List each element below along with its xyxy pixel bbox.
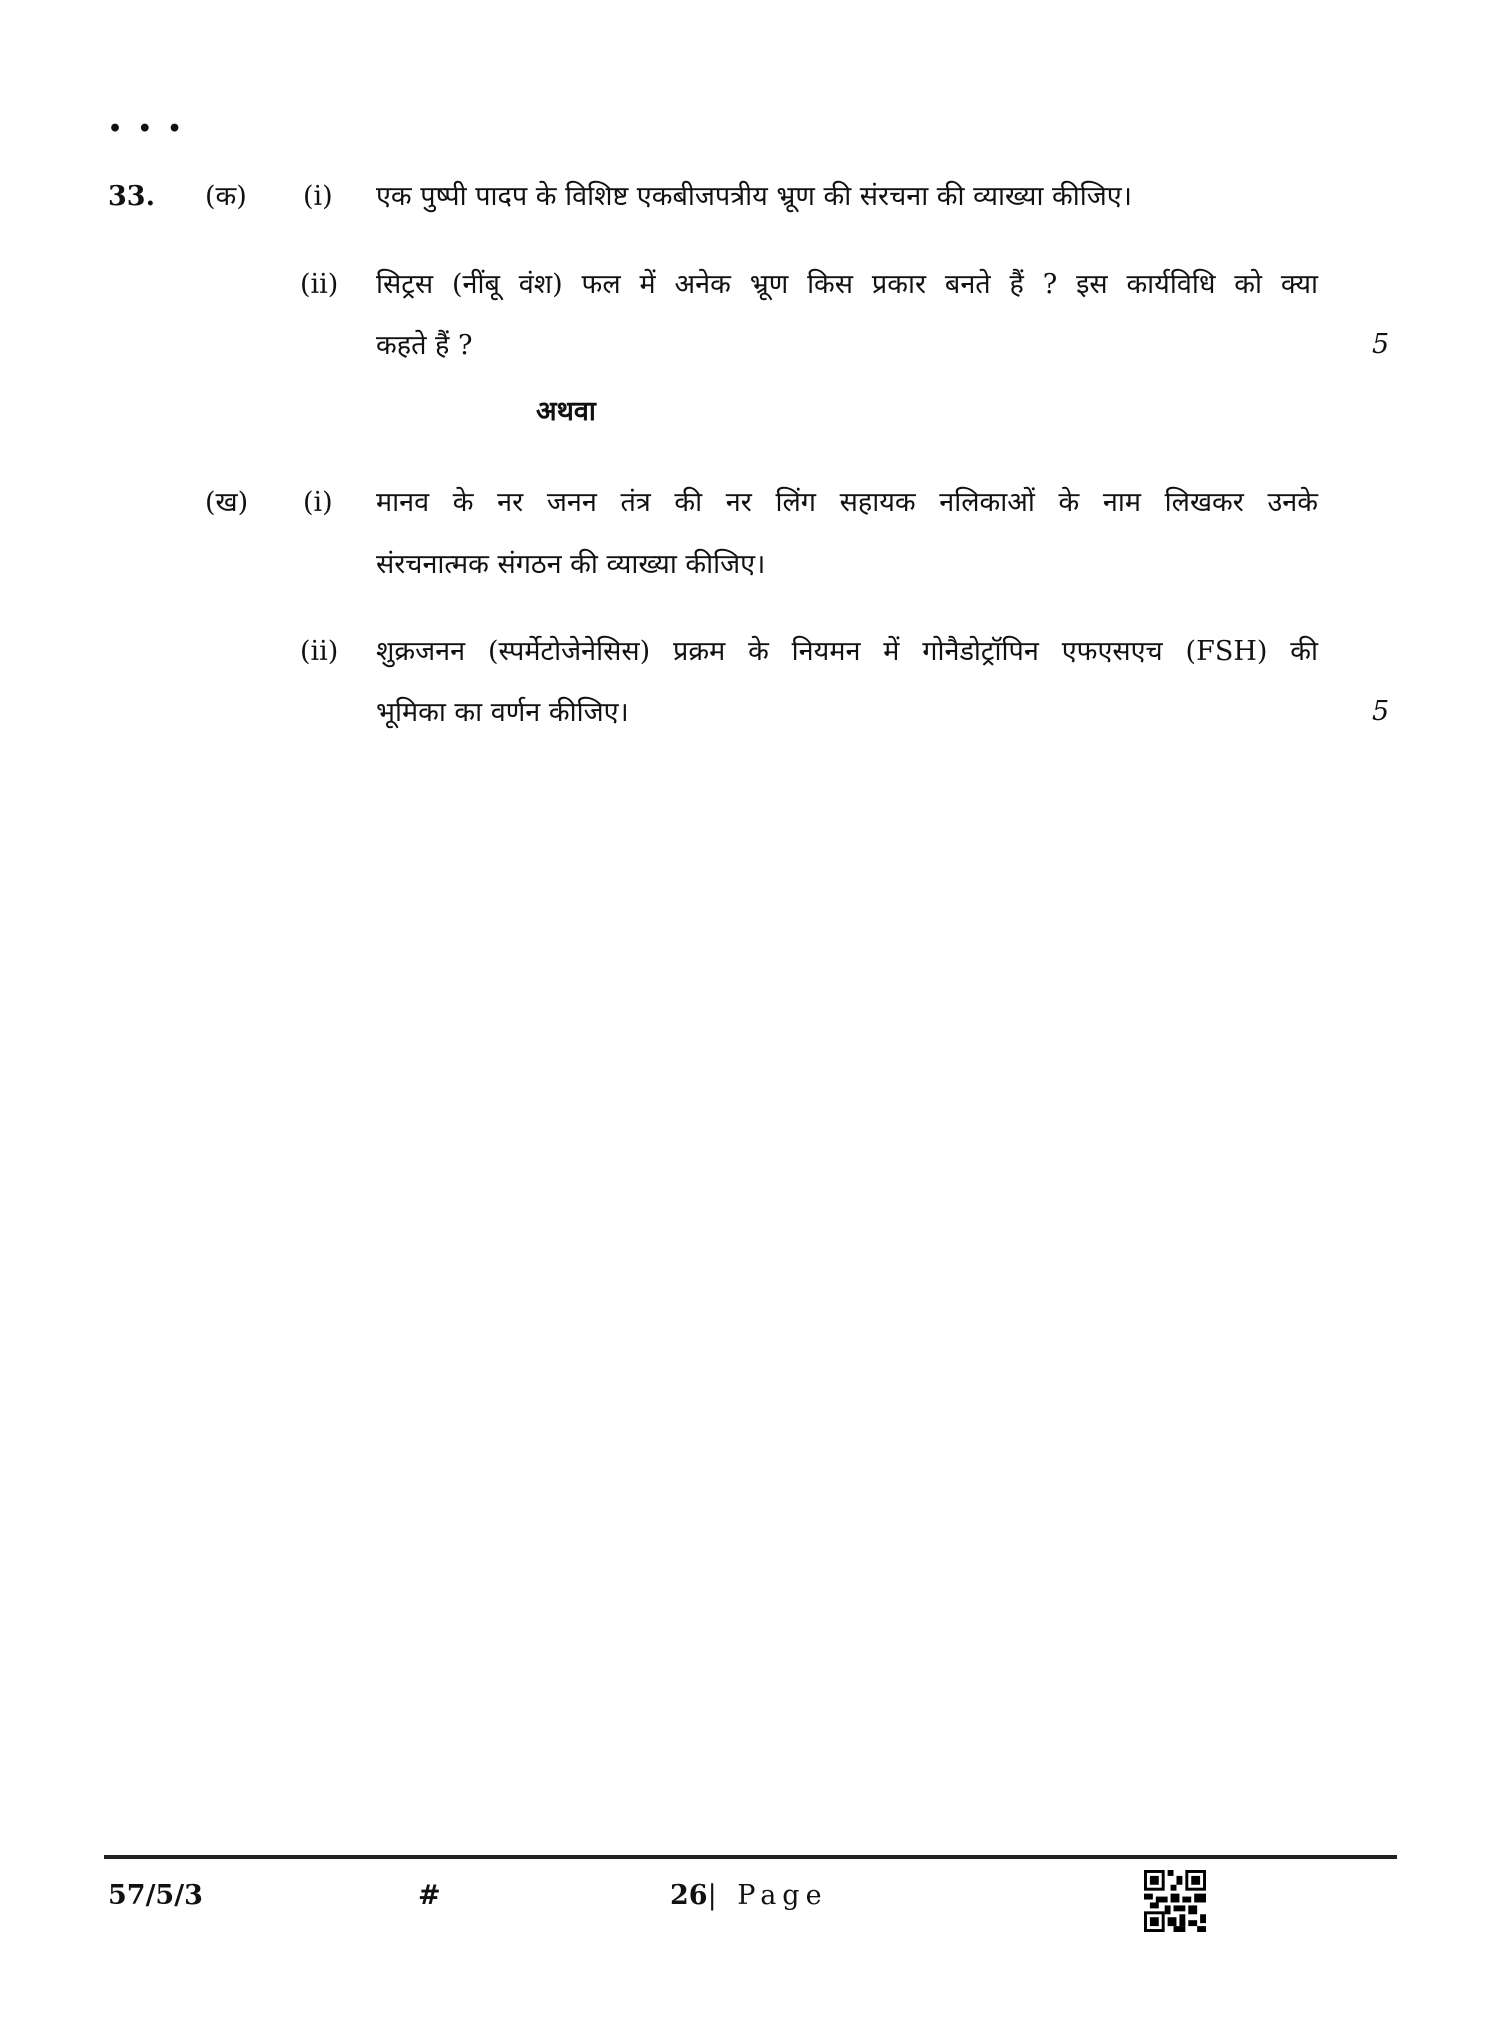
part-b-ii-label: (ii) <box>300 636 339 667</box>
part-a-label: (क) <box>205 181 247 212</box>
part-b-i-label: (i) <box>303 487 333 518</box>
continuation-marker: • • • <box>108 116 186 142</box>
qr-code-icon <box>1144 1870 1206 1932</box>
part-b-ii-line1: शुक्रजनन (स्पर्मेटोजेनेसिस) प्रक्रम के नियमन में गोनैडोट्रॉपिन एफएसएच (FSH) की <box>376 636 1318 667</box>
page-label: | Page <box>707 1880 828 1911</box>
part-b-label: (ख) <box>205 487 249 518</box>
part-b-i-line2: संरचनात्मक संगठन की व्याख्या कीजिए। <box>376 549 766 580</box>
page-number: 26 <box>670 1880 708 1911</box>
or-label: अथवा <box>536 396 596 427</box>
part-a-i-label: (i) <box>303 181 333 212</box>
part-a-ii-label: (ii) <box>300 269 339 300</box>
question-number: 33. <box>108 181 155 212</box>
footer-hash: # <box>418 1880 441 1911</box>
part-b-marks: 5 <box>1372 696 1390 727</box>
part-b-i-line1: मानव के नर जनन तंत्र की नर लिंग सहायक नलिकाओं के नाम लिखकर उनके <box>376 487 1318 518</box>
part-b-ii-line2: भूमिका का वर्णन कीजिए। <box>376 697 629 728</box>
part-a-marks: 5 <box>1372 329 1390 360</box>
footer-code: 57/5/3 <box>108 1880 203 1911</box>
footer-page <box>670 1880 828 1911</box>
part-a-ii-line2: कहते हैं ? <box>376 330 473 361</box>
footer-rule <box>104 1855 1397 1859</box>
part-a-ii-line1: सिट्रस (नींबू वंश) फल में अनेक भ्रूण किस प्रकार बनते हैं ? इस कार्यविधि को क्या <box>376 269 1318 300</box>
part-a-i-text: एक पुष्पी पादप के विशिष्ट एकबीजपत्रीय भ्रूण की संरचना की व्याख्या कीजिए। <box>376 181 1132 212</box>
